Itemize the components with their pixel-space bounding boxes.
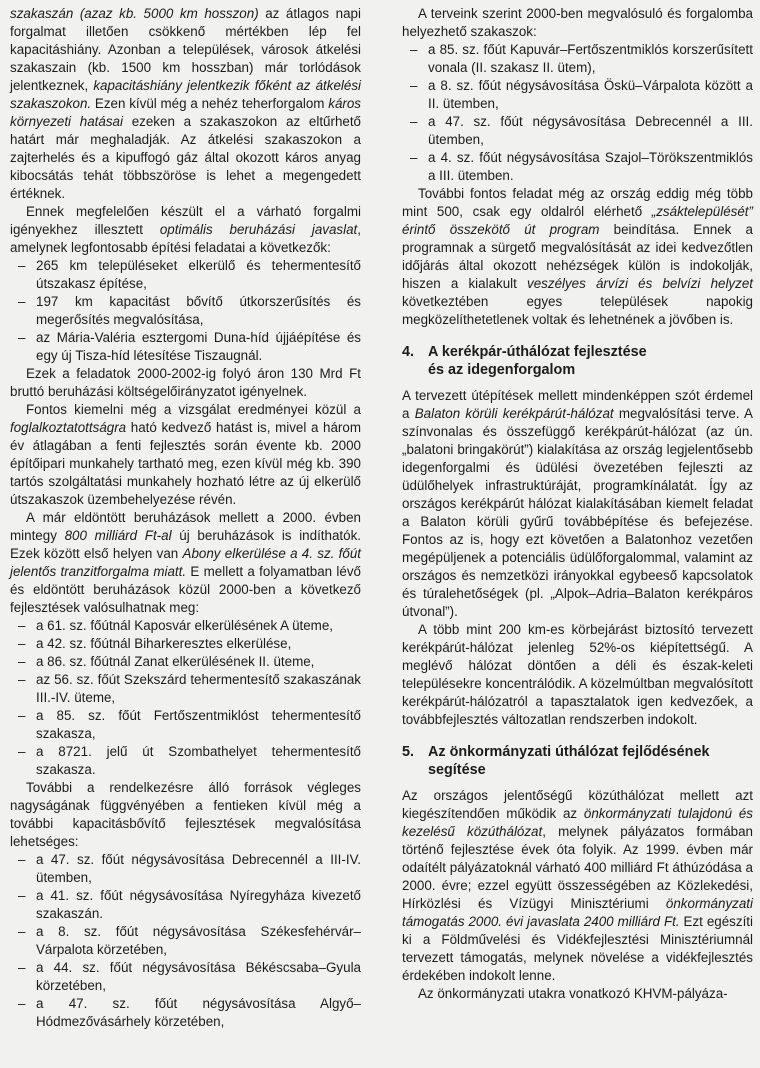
text-run: Az országos jelentőségű közúthálózat mellett azt kiegészítendően működik az bbox=[402, 788, 753, 821]
list-item bbox=[10, 995, 361, 1031]
text-run: a 8. sz. főút négysávosítása Öskü–Várpalota között a II. ütemben, bbox=[428, 78, 753, 111]
list-item bbox=[10, 257, 361, 293]
text-run: E mellett a folyamatban lévő és eldöntött beruházások közül 2000-ben a következő fejlesztések valósulhatnak meg: bbox=[10, 564, 361, 615]
paragraph bbox=[10, 203, 361, 257]
text-run: A már eldöntött beruházások mellett a 2000. évben mintegy bbox=[10, 510, 361, 543]
list-item bbox=[10, 959, 361, 995]
text-run: a 47. sz. főút négysávosítása Debrecennél a III-IV. ütemben, bbox=[36, 852, 361, 885]
text-run: , amelynek legfontosabb építési feladatai a következők: bbox=[10, 222, 361, 255]
text-run: következtében egyes települések napokig megközelíthetetlenek voltak és lehetnének a jövőben is. bbox=[402, 294, 753, 327]
list-item bbox=[10, 923, 361, 959]
paragraph bbox=[402, 985, 753, 1003]
text-run: További a rendelkezésre álló források végleges nagyságának függvényében a fentieken kívül még a további kapacitásbővítő fejlesztések megvalósítása lehetséges: bbox=[10, 780, 361, 849]
list-item bbox=[10, 851, 361, 887]
list-item bbox=[10, 707, 361, 743]
text-run: , melynek pályázatos formában történő fejlesztése évek óta folyik. Az 1999. évben már odaítélt pályázatoknál várható 400 milliárd Ft áthúzódása a 2000. évre; ezzel együtt összességében az Közlekedési, Hírközlési és Vízügyi Minisztériumi bbox=[402, 824, 753, 911]
paragraph bbox=[402, 621, 753, 729]
list-item bbox=[10, 743, 361, 779]
text-run: a 4. sz. főút négysávosítása Szajol–Törökszentmiklós a III. ütemben. bbox=[428, 150, 753, 183]
text-run: a 47. sz. főút négysávosítása Algyő–Hódmezővásárhely körzetében, bbox=[36, 996, 361, 1029]
text-run: 265 km településeket elkerülő és tehermentesítő útszakasz építése, bbox=[36, 258, 361, 291]
text-run: 197 km kapacitást bővítő útkorszerűsítés és megerősítés megvalósítása, bbox=[36, 294, 361, 327]
emphasized-text: Abony elkerülése a 4. sz. főút jelentős tranzitforgalma miatt. bbox=[10, 546, 361, 579]
text-run: megvalósítási terve. A színvonalas és összefüggő kerékpárút-hálózat (az ún. „balatoni bringakörút”) kialakítása az ország legjelentősebb idegenforgalmi és üdülési övezetében fejleszti az üdülőhelyek infrastruktúráját, programkínálatát. Így az országos kerékpárút hálózat kialakításában kiemelt feladat a Balaton körüli gyűrű továbbépítése és befejezése. Fontos az is, hogy ezt követően a Balatonhoz vezetően megépüljenek a potenciális üdülőforgalommal, valamint az országos és nemzetközi irányokkal egybeeső kapcsolatok és túralehetőségek (pl. „Alpok–Adria–Balaton kerékpáros útvonal”). bbox=[402, 406, 753, 619]
emphasized-text: szakaszán (azaz kb. 5000 km hosszon) bbox=[10, 6, 259, 21]
text-run: Ezt egészíti ki a Földművelési és Vidékfejlesztési Minisztériumnál tervezett támogatás, melynek növelése a vidékfejlesztés érdekében indokolt lenne. bbox=[402, 914, 753, 983]
text-run: a 41. sz. főút négysávosítása Nyíregyháza kivezető szakaszán. bbox=[36, 888, 361, 921]
emphasized-text: önkormányzati tulajdonú és kezelésű közúthálózat bbox=[402, 806, 754, 839]
list-item bbox=[10, 653, 361, 671]
text-run: A több mint 200 km-es körbejárást biztosító tervezett kerékpárút-hálózat jelenleg 52%-os kiépítettségű. A meglévő hálózat döntően a déli és észak-keleti településekre koncentrálódik. A közelmúltban megvalósított kerékpárút-hálózatról a tapasztalatok igen kedvezőek, a továbbfejlesztés változatlan rendszerben indokolt. bbox=[402, 622, 753, 727]
right-column bbox=[402, 5, 753, 1003]
text-run: az 56. sz. főút Szekszárd tehermentesítő szakaszának III.-IV. üteme, bbox=[36, 672, 361, 705]
text-run: Fontos kiemelni még a vizsgálat eredményei közül a bbox=[26, 402, 361, 417]
paragraph bbox=[10, 5, 361, 203]
text-run: a 47. sz. főút négysávosítása Debrecennél a III. ütemben, bbox=[428, 114, 753, 147]
emphasized-text: foglalkoztatottságra bbox=[10, 420, 127, 435]
list-item bbox=[10, 329, 361, 365]
text-run: a 8721. jelű út Szombathelyet tehermentesítő szakasza. bbox=[36, 744, 361, 777]
section-title-line: A kerékpár-úthálózat fejlesztése bbox=[428, 344, 647, 360]
text-run: A terveink szerint 2000-ben megvalósuló és forgalomba helyezhető szakaszok: bbox=[402, 6, 753, 39]
text-run: a 85. sz. főút Fertőszentmiklóst tehermentesítő szakasza, bbox=[36, 708, 361, 741]
section-title-line: segítése bbox=[428, 762, 486, 778]
text-run: További fontos feladat még az ország eddig még több mint 500, csak egy oldalról elérhető bbox=[402, 186, 753, 219]
bullet-list bbox=[10, 257, 361, 365]
section-number: 5. bbox=[402, 744, 415, 760]
list-item bbox=[402, 113, 753, 149]
section-heading bbox=[402, 743, 753, 779]
paragraph bbox=[10, 365, 361, 401]
list-item bbox=[402, 149, 753, 185]
section-title-line: Az önkormányzati úthálózat fejlődésének bbox=[428, 744, 710, 760]
emphasized-text: veszélyes árvízi és belvízi helyzet bbox=[527, 276, 753, 291]
section-heading bbox=[402, 343, 753, 379]
section-number: 4. bbox=[402, 344, 415, 360]
emphasized-text: 800 milliárd Ft-al bbox=[64, 528, 172, 543]
list-item bbox=[402, 77, 753, 113]
emphasized-text: káros környezeti hatásai bbox=[10, 96, 361, 129]
text-run: új beruházások is indíthatók. Ezek között első helyen van bbox=[10, 528, 361, 561]
emphasized-text: önkormányzati támogatás 2000. évi javaslata 2400 milliárd Ft. bbox=[402, 896, 753, 929]
emphasized-text: „zsáktelepülését” érintő összekötő út program bbox=[402, 204, 753, 237]
left-column bbox=[10, 5, 361, 1031]
text-run: a 44. sz. főút négysávosítása Békéscsaba–Gyula körzetében, bbox=[36, 960, 361, 993]
text-run: Ezen kívül még a nehéz teherforgalom bbox=[91, 96, 329, 111]
bullet-list bbox=[10, 851, 361, 1031]
text-run: Az önkormányzati utakra vonatkozó KHVM-pályáza- bbox=[418, 986, 728, 1001]
emphasized-text: Balaton körüli kerékpárút-hálózat bbox=[414, 406, 614, 421]
list-item bbox=[10, 617, 361, 635]
text-run: a 42. sz. főútnál Biharkeresztes elkerülése, bbox=[36, 636, 292, 651]
text-run: az Mária-Valéria esztergomi Duna-híd újjáépítése és egy új Tisza-híd létesítése Tiszaugnál. bbox=[36, 330, 361, 363]
list-item bbox=[10, 671, 361, 707]
text-run: beindítása. Ennek a programnak a sürgető megvalósítását az idei kedvezőtlen időjárás által okozott nehézségek külön is indokolják, hiszen a kialakult bbox=[402, 222, 754, 291]
paragraph bbox=[10, 401, 361, 509]
paragraph bbox=[402, 185, 753, 329]
text-run: a 61. sz. főútnál Kaposvár elkerülésének A üteme, bbox=[36, 618, 334, 633]
paragraph bbox=[10, 509, 361, 617]
text-run: Ennek megfelelően készült el a várható forgalmi igényekhez illesztett bbox=[10, 204, 361, 237]
text-run: ható kedvező hatást is, mivel a három év átlagában a fenti fejlesztés során évente kb. 2000 építőipari munkahely tartható meg, ezen kívül még kb. 390 tartós szolgáltatási munkahely hozható létre az új elkerülő útszakaszok üzembehelyezése révén. bbox=[10, 420, 361, 507]
list-item bbox=[10, 635, 361, 653]
list-item bbox=[10, 293, 361, 329]
paragraph bbox=[10, 779, 361, 851]
text-run: a 8. sz. főút négysávosítása Székesfehérvár–Várpalota körzetében, bbox=[36, 924, 361, 957]
text-run: az átlagos napi forgalmat illetően csökkenő mértékben lép fel kapacitáshiány. Azonban a települések, városok átkelési szakaszain (kb. 1500 km hosszban) már torlódások jelentkeznek, bbox=[10, 6, 361, 93]
paragraph bbox=[402, 787, 753, 985]
emphasized-text: kapacitáshiány jelentkezik főként az átkelési szakaszokon. bbox=[10, 78, 361, 111]
text-run: A tervezett útépítések mellett mindenképpen szót érdemel a bbox=[402, 388, 753, 421]
list-item bbox=[402, 41, 753, 77]
bullet-list bbox=[402, 41, 753, 185]
list-item bbox=[10, 887, 361, 923]
text-run: a 85. sz. főút Kapuvár–Fertőszentmiklós korszerűsített vonala (II. szakasz II. ütem), bbox=[428, 42, 753, 75]
text-run: Ezek a feladatok 2000-2002-ig folyó áron 130 Mrd Ft bruttó beruházási költségelőirányzatot igényelnek. bbox=[10, 366, 361, 399]
text-run: a 86. sz. főútnál Zanat elkerülésének II. üteme, bbox=[36, 654, 315, 669]
paragraph bbox=[402, 5, 753, 41]
bullet-list bbox=[10, 617, 361, 779]
paragraph bbox=[402, 387, 753, 621]
section-title-line: és az idegenforgalom bbox=[428, 362, 576, 378]
emphasized-text: optimális beruházási javaslat bbox=[159, 222, 358, 237]
text-run: ezeken a szakaszokon az eltűrhető határt már meghaladják. Az átkelési szakaszokon a zajterhelés és a kipuffogó gáz által okozott káros anyag kibocsátás tehát többszöröse is lehet a megengedett értéknek. bbox=[10, 114, 362, 201]
